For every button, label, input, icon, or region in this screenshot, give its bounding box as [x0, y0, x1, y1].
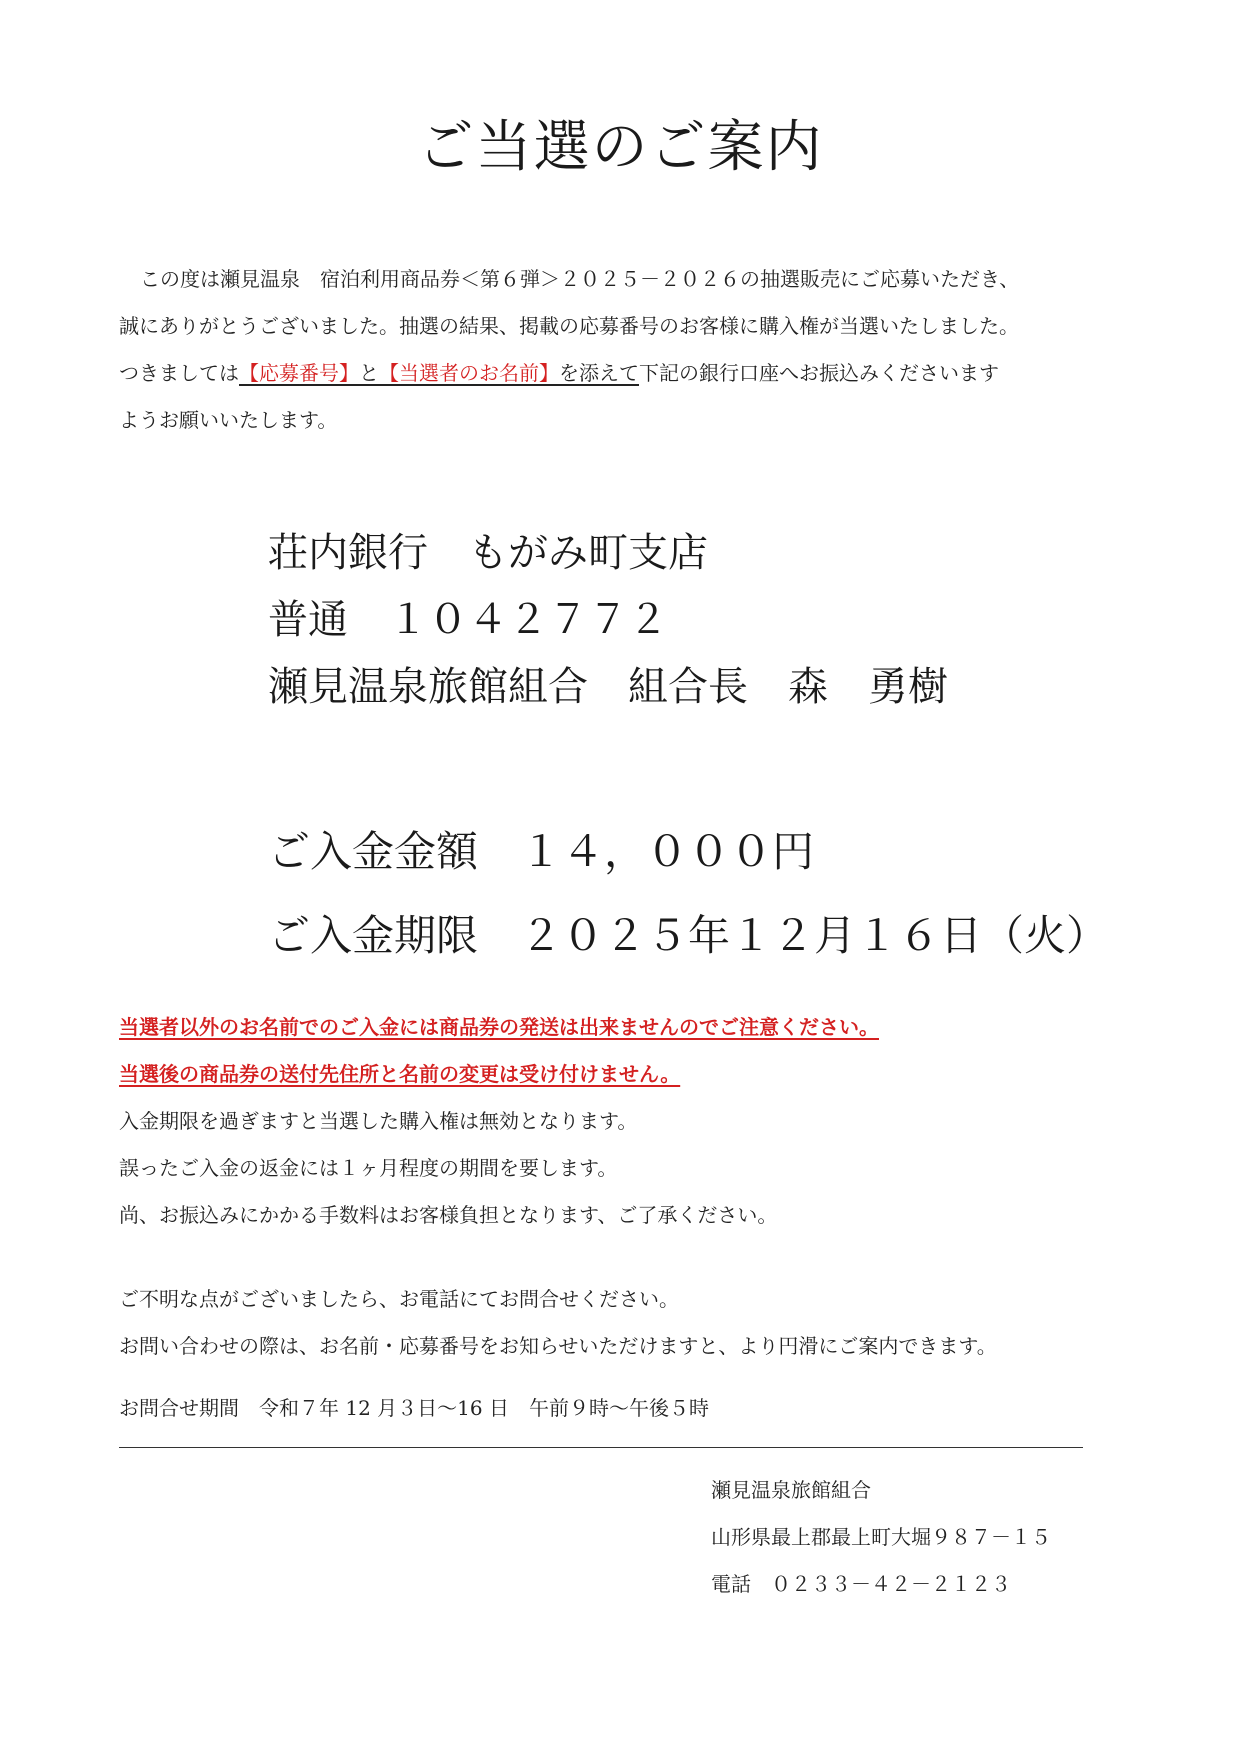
contact-block: [119, 1276, 1129, 1370]
contact-line-2: お問い合わせの際は、お名前・応募番号をお知らせいただけますと、より円滑にご案内できます。: [119, 1334, 997, 1358]
organization-block: [711, 1467, 1051, 1608]
note-transfer-fee: 尚、お振込みにかかる手数料はお客様負担となります、ご了承ください。: [119, 1203, 778, 1227]
divider: [119, 1447, 1083, 1448]
warning-no-changes: 当選後の商品券の送付先住所と名前の変更は受け付けません。: [119, 1062, 681, 1086]
intro-line-1: この度は瀬見温泉 宿泊利用商品券＜第６弾＞２０２５－２０２６の抽選販売にご応募いただき、: [140, 267, 1020, 291]
payment-block: [268, 810, 1108, 978]
intro-line-3: [119, 350, 1129, 397]
payment-amount: ご入金金額 １４，０００円: [268, 827, 815, 876]
highlight-application-number: 【応募番号】: [239, 361, 359, 385]
intro-line-3-attach: を添えて: [559, 361, 639, 385]
contact-line-1: ご不明な点がございましたら、お電話にてお問合せください。: [119, 1287, 679, 1311]
bank-account-holder: 瀬見温泉旅館組合 組合長 森 勇樹: [268, 664, 948, 710]
bank-account-block: [268, 520, 948, 721]
required-info: [239, 361, 639, 385]
bank-name: 荘内銀行 もがみ町支店: [268, 530, 708, 576]
notes-block: [119, 1004, 1129, 1239]
intro-line-2: 誠にありがとうございました。抽選の結果、掲載の応募番号のお客様に購入権が当選いたしました。: [119, 314, 1019, 338]
intro-line-3-and: と: [359, 361, 379, 385]
highlight-winner-name: 【当選者のお名前】: [379, 361, 559, 385]
organization-phone: 電話 ０２３３－４２－２１２３: [711, 1572, 1011, 1596]
page-title: ご当選のご案内: [417, 115, 824, 180]
intro-paragraph: [119, 256, 1129, 444]
note-refund-period: 誤ったご入金の返金には１ヶ月程度の期間を要します。: [119, 1156, 618, 1180]
intro-line-3-suffix: 下記の銀行口座へお振込みくださいます: [639, 361, 999, 385]
inquiry-period: お問合せ期間 令和７年 12 月３日～16 日 午前９時～午後５時: [119, 1396, 709, 1420]
payment-deadline: ご入金期限 ２０２５年１２月１６日（火）: [268, 911, 1109, 960]
warning-name-mismatch: 当選者以外のお名前でのご入金には商品券の発送は出来ませんのでご注意ください。: [119, 1015, 879, 1039]
intro-line-4: ようお願いいたします。: [119, 408, 338, 432]
intro-line-3-prefix: つきましては: [119, 361, 239, 385]
bank-account-number: 普通 １０４２７７２: [268, 597, 668, 643]
organization-name: 瀬見温泉旅館組合: [711, 1478, 871, 1502]
note-deadline-expiry: 入金期限を過ぎますと当選した購入権は無効となります。: [119, 1109, 638, 1133]
organization-address: 山形県最上郡最上町大堀９８７－１５: [711, 1525, 1051, 1549]
